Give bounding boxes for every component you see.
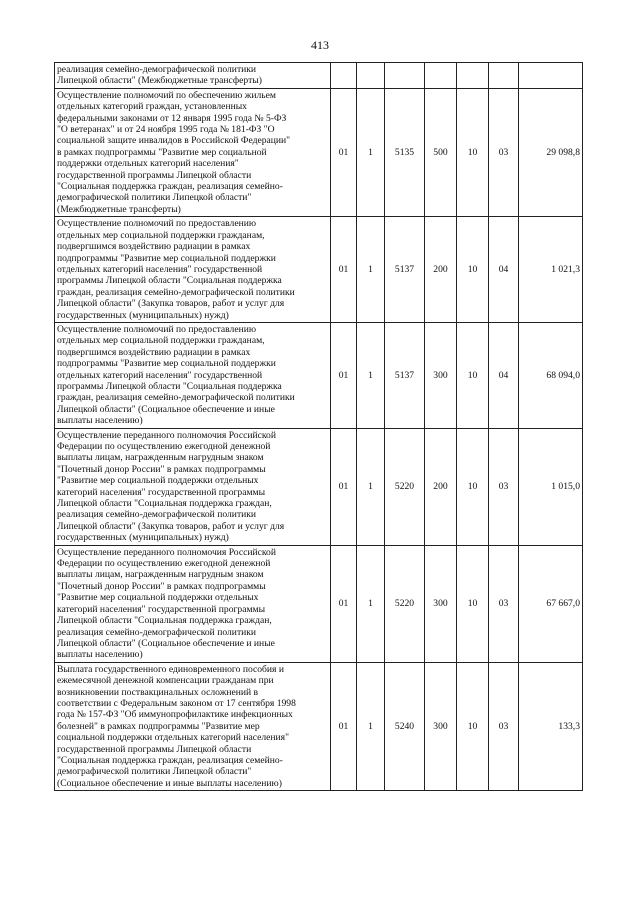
- expense-type-code: 200: [425, 217, 457, 323]
- subprogram-code: 1: [357, 545, 385, 662]
- program-code: 01: [331, 662, 357, 790]
- direction-code: 5137: [385, 217, 425, 323]
- program-code: [331, 63, 357, 89]
- subsection-code: 03: [489, 428, 519, 545]
- table-row: [55, 428, 583, 545]
- row-description: реализация семейно-демографической политики Липецкой области" (Межбюджетные трансферты): [55, 63, 331, 89]
- amount-value: [519, 63, 583, 89]
- direction-code: 5220: [385, 428, 425, 545]
- expense-type-code: 300: [425, 662, 457, 790]
- program-code: 01: [331, 217, 357, 323]
- amount-value: 133,3: [519, 662, 583, 790]
- program-code: 01: [331, 88, 357, 216]
- subprogram-code: [357, 63, 385, 89]
- direction-code: 5137: [385, 322, 425, 428]
- budget-table-body: [55, 63, 583, 791]
- amount-value: 68 094,0: [519, 322, 583, 428]
- expense-type-code: [425, 63, 457, 89]
- row-description: Осуществление полномочий по предоставлению отдельных мер социальной поддержки гражданам, подвергшимся воздействию радиации в рамках подпрограммы "Развитие мер социальной поддержки отдельных категорий населения" государственной программы Липецкой области "Социальная поддержка граждан, реализация семейно-демографической политики Липецкой области" (Социальное обеспечение и иные выплаты населению): [55, 322, 331, 428]
- program-code: 01: [331, 545, 357, 662]
- section-code: 10: [457, 217, 489, 323]
- table-row: [55, 63, 583, 89]
- direction-code: [385, 63, 425, 89]
- budget-table: [54, 62, 583, 791]
- table-row: [55, 88, 583, 216]
- table-row: [55, 322, 583, 428]
- amount-value: 67 667,0: [519, 545, 583, 662]
- row-description: Осуществление переданного полномочия Российской Федерации по осуществлению ежегодной денежной выплаты лицам, награжденным нагрудным знаком "Почетный донор России" в рамках подпрограммы "Развитие мер социальной поддержки отдельных категорий населения" государственной программы Липецкой области "Социальная поддержка граждан, реализация семейно-демографической политики Липецкой области" (Закупка товаров, работ и услуг для государственных (муниципальных) нужд): [55, 428, 331, 545]
- program-code: 01: [331, 322, 357, 428]
- page-number: 413: [311, 38, 329, 52]
- row-description: Выплата государственного единовременного пособия и ежемесячной денежной компенсации гражданам при возникновении поствакцинальных осложнений в соответствии с Федеральным законом от 17 сентября 1998 года № 157-ФЗ "Об иммунопрофилактике инфекционных болезней" в рамках подпрограммы "Развитие мер социальной поддержки отдельных категорий населения" государственной программы Липецкой области "Социальная поддержка граждан, реализация семейно- демографической политики Липецкой области" (Социальное обеспечение и иные выплаты населению): [55, 662, 331, 790]
- expense-type-code: 200: [425, 428, 457, 545]
- subsection-code: 04: [489, 217, 519, 323]
- subsection-code: 03: [489, 545, 519, 662]
- expense-type-code: 300: [425, 322, 457, 428]
- table-row: [55, 217, 583, 323]
- section-code: 10: [457, 322, 489, 428]
- table-row: [55, 545, 583, 662]
- row-description: Осуществление полномочий по обеспечению жильем отдельных категорий граждан, установленных федеральными законами от 12 января 1995 года № 5-ФЗ "О ветеранах" и от 24 ноября 1995 года № 181-ФЗ "О социальной защите инвалидов в Российской Федерации" в рамках подпрограммы "Развитие мер социальной поддержки отдельных категорий населения" государственной программы Липецкой области "Социальная поддержка граждан, реализация семейно- демографической политики Липецкой области" (Межбюджетные трансферты): [55, 88, 331, 216]
- subprogram-code: 1: [357, 322, 385, 428]
- subprogram-code: 1: [357, 428, 385, 545]
- section-code: 10: [457, 662, 489, 790]
- subsection-code: 04: [489, 322, 519, 428]
- subsection-code: [489, 63, 519, 89]
- expense-type-code: 500: [425, 88, 457, 216]
- section-code: 10: [457, 88, 489, 216]
- subprogram-code: 1: [357, 662, 385, 790]
- row-description: Осуществление переданного полномочия Российской Федерации по осуществлению ежегодной денежной выплаты лицам, награжденным нагрудным знаком "Почетный донор России" в рамках подпрограммы "Развитие мер социальной поддержки отдельных категорий населения" государственной программы Липецкой области "Социальная поддержка граждан, реализация семейно-демографической политики Липецкой области" (Социальное обеспечение и иные выплаты населению): [55, 545, 331, 662]
- direction-code: 5220: [385, 545, 425, 662]
- expense-type-code: 300: [425, 545, 457, 662]
- section-code: 10: [457, 545, 489, 662]
- subsection-code: 03: [489, 88, 519, 216]
- subprogram-code: 1: [357, 217, 385, 323]
- table-row: [55, 662, 583, 790]
- section-code: [457, 63, 489, 89]
- row-description: Осуществление полномочий по предоставлению отдельных мер социальной поддержки гражданам, подвергшимся воздействию радиации в рамках подпрограммы "Развитие мер социальной поддержки отдельных категорий населения" государственной программы Липецкой области "Социальная поддержка граждан, реализация семейно-демографической политики Липецкой области" (Закупка товаров, работ и услуг для государственных (муниципальных) нужд): [55, 217, 331, 323]
- section-code: 10: [457, 428, 489, 545]
- amount-value: 29 098,8: [519, 88, 583, 216]
- direction-code: 5135: [385, 88, 425, 216]
- subsection-code: 03: [489, 662, 519, 790]
- direction-code: 5240: [385, 662, 425, 790]
- program-code: 01: [331, 428, 357, 545]
- amount-value: 1 015,0: [519, 428, 583, 545]
- amount-value: 1 021,3: [519, 217, 583, 323]
- subprogram-code: 1: [357, 88, 385, 216]
